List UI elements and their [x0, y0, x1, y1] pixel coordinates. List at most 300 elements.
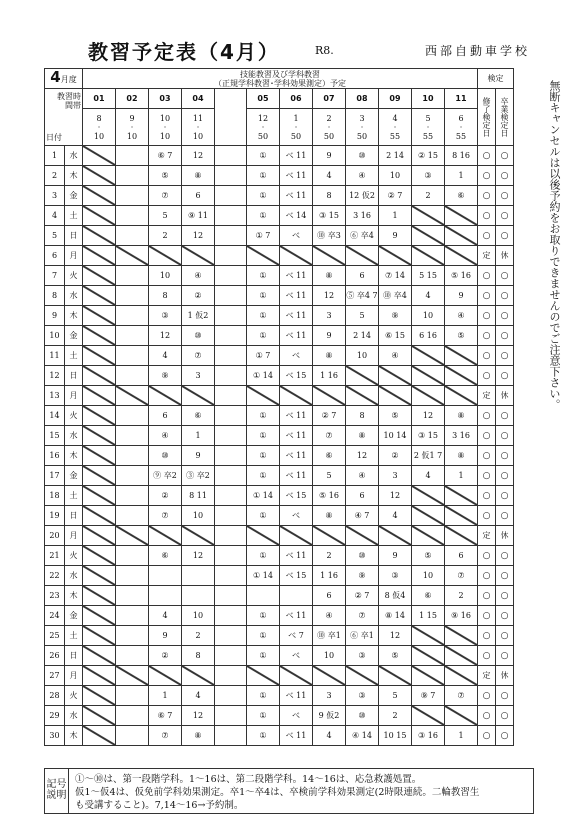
- class-cell: [280, 446, 313, 466]
- cell-value: ○: [500, 730, 509, 741]
- weekday: 月: [65, 246, 83, 266]
- cell-value: ⑧: [325, 271, 333, 280]
- no-class-cell: [379, 366, 412, 386]
- class-cell: [280, 326, 313, 346]
- cell-value: ○: [500, 590, 509, 601]
- slash-mark: [83, 666, 115, 685]
- cell-value: ⑦: [457, 571, 465, 580]
- class-cell: [182, 306, 215, 326]
- cell-value: ①: [259, 451, 267, 460]
- class-cell: [149, 186, 182, 206]
- cell-value: 4: [392, 511, 398, 520]
- slash-mark: [280, 666, 312, 685]
- cell-value: ○: [500, 650, 509, 661]
- class-cell: [280, 226, 313, 246]
- table-row: [45, 246, 514, 266]
- kentei-cell: [478, 546, 496, 566]
- table-row: [45, 346, 514, 366]
- lunch-gap-cell: [215, 526, 247, 546]
- class-cell: [379, 726, 412, 746]
- kentei-cell: [496, 266, 514, 286]
- period-time-start: 4: [392, 113, 398, 123]
- no-class-cell: [412, 486, 445, 506]
- no-class-cell: [412, 626, 445, 646]
- weekday: 土: [65, 486, 83, 506]
- no-class-cell: [412, 226, 445, 246]
- cell-value: ○: [500, 550, 509, 561]
- no-class-cell: [149, 246, 182, 266]
- class-cell: [149, 506, 182, 526]
- weekday: 水: [65, 706, 83, 726]
- kentei-cell: [478, 366, 496, 386]
- class-cell: [247, 466, 280, 486]
- cell-value: ○: [482, 410, 491, 421]
- class-cell: [247, 486, 280, 506]
- class-cell: [346, 546, 379, 566]
- class-cell: [116, 686, 149, 706]
- description-header: [83, 69, 478, 89]
- slash-mark: [445, 526, 477, 545]
- class-cell: [412, 286, 445, 306]
- no-class-cell: [445, 486, 478, 506]
- class-cell: [149, 286, 182, 306]
- class-cell: [116, 266, 149, 286]
- weekday: 日: [65, 226, 83, 246]
- no-class-cell: [247, 246, 280, 266]
- class-cell: [379, 466, 412, 486]
- day-number: 10: [45, 326, 65, 346]
- cell-value: 9: [458, 291, 464, 300]
- slash-mark: [83, 466, 115, 485]
- no-class-cell: [280, 666, 313, 686]
- class-cell: [247, 226, 280, 246]
- table-row: [45, 506, 514, 526]
- cell-value: 3: [195, 371, 201, 380]
- cell-value: べ 11: [285, 731, 307, 740]
- sotsugyo-header: [496, 89, 514, 146]
- class-cell: [346, 646, 379, 666]
- no-class-cell: [445, 706, 478, 726]
- table-row: [45, 406, 514, 426]
- cell-value: ① 14: [253, 491, 273, 500]
- class-cell: [182, 466, 215, 486]
- side-note: 無断キャンセルは以後予約をお取りできませんのでご注意下さい。: [548, 80, 561, 410]
- cell-value: 10 15: [383, 731, 407, 740]
- cell-value: 4: [162, 351, 168, 360]
- cell-value: ⑩: [358, 551, 366, 560]
- class-cell: [182, 206, 215, 226]
- slash-mark: [83, 266, 115, 285]
- class-cell: [116, 306, 149, 326]
- period-time: [412, 109, 445, 146]
- kentei-cell: [496, 666, 514, 686]
- weekday: 日: [65, 646, 83, 666]
- cell-value: ① 7: [255, 231, 271, 240]
- no-class-cell: [83, 606, 116, 626]
- cell-value: 10: [356, 351, 368, 360]
- no-class-cell: [379, 246, 412, 266]
- class-cell: [116, 226, 149, 246]
- cell-value: 3: [326, 691, 332, 700]
- cell-value: 5: [326, 471, 332, 480]
- cell-value: 8: [359, 411, 365, 420]
- period-number: 06: [280, 89, 313, 109]
- class-cell: [379, 586, 412, 606]
- kentei-cell: [478, 186, 496, 206]
- cell-value: 5 15: [419, 271, 437, 280]
- cell-value: 2: [425, 191, 431, 200]
- period-time-dot: ·: [294, 122, 298, 132]
- weekday: 月: [65, 666, 83, 686]
- class-cell: [280, 726, 313, 746]
- class-cell: [247, 146, 280, 166]
- slash-mark: [445, 486, 477, 505]
- cell-value: 2 14: [386, 151, 404, 160]
- class-cell: [313, 286, 346, 306]
- cell-value: ⑦: [325, 431, 333, 440]
- class-cell: [379, 306, 412, 326]
- slash-mark: [247, 526, 279, 545]
- slash-mark: [83, 346, 115, 365]
- cell-value: ⑤: [391, 411, 399, 420]
- class-cell: [412, 566, 445, 586]
- lunch-gap-cell: [215, 146, 247, 166]
- weekday: 木: [65, 586, 83, 606]
- class-cell: [116, 326, 149, 346]
- weekday: 木: [65, 306, 83, 326]
- class-cell: [116, 466, 149, 486]
- class-cell: [280, 586, 313, 606]
- no-class-cell: [83, 486, 116, 506]
- cell-value: ○: [500, 370, 509, 381]
- class-cell: [445, 186, 478, 206]
- class-cell: [445, 726, 478, 746]
- class-cell: [182, 266, 215, 286]
- no-class-cell: [247, 386, 280, 406]
- cell-value: 1 15: [419, 611, 437, 620]
- slash-mark: [149, 526, 181, 545]
- class-cell: [280, 266, 313, 286]
- table-row: [45, 306, 514, 326]
- class-cell: [313, 686, 346, 706]
- cell-value: 10 14: [383, 431, 407, 440]
- kentei-cell: [496, 306, 514, 326]
- cell-value: べ 11: [285, 311, 307, 320]
- cell-value: ⑨ 卒2: [153, 471, 177, 480]
- table-row: [45, 266, 514, 286]
- cell-value: ⑤ 16: [319, 491, 339, 500]
- cell-value: ①: [259, 271, 267, 280]
- cell-value: ○: [482, 510, 491, 521]
- cell-value: 12 仮2: [349, 191, 375, 200]
- cell-value: 2: [195, 631, 201, 640]
- slash-mark: [83, 646, 115, 665]
- cell-value: ①: [259, 211, 267, 220]
- no-class-cell: [412, 246, 445, 266]
- class-cell: [116, 566, 149, 586]
- kentei-cell: [496, 546, 514, 566]
- period-time-end: 10: [93, 131, 105, 141]
- weekday: 火: [65, 546, 83, 566]
- period-number: 09: [379, 89, 412, 109]
- class-cell: [313, 186, 346, 206]
- cell-value: 2: [326, 551, 332, 560]
- cell-value: ④: [358, 171, 366, 180]
- class-cell: [247, 186, 280, 206]
- period-time: [116, 109, 149, 146]
- day-number: 11: [45, 346, 65, 366]
- class-cell: [445, 146, 478, 166]
- class-cell: [346, 466, 379, 486]
- cell-value: ③: [161, 311, 169, 320]
- class-cell: [346, 326, 379, 346]
- cell-value: 8: [195, 651, 201, 660]
- cell-value: 4: [425, 471, 431, 480]
- kentei-cell: [496, 646, 514, 666]
- no-class-cell: [379, 386, 412, 406]
- class-cell: [182, 566, 215, 586]
- slash-mark: [412, 246, 444, 265]
- kentei-cell: [478, 286, 496, 306]
- no-class-cell: [83, 446, 116, 466]
- slash-mark: [182, 386, 214, 405]
- kentei-cell: [478, 326, 496, 346]
- class-cell: [182, 546, 215, 566]
- cell-value: ⑥ 卒4: [350, 231, 374, 240]
- kentei-cell: [496, 526, 514, 546]
- kentei-cell: [496, 466, 514, 486]
- kentei-cell: [478, 146, 496, 166]
- lunch-gap-cell: [215, 406, 247, 426]
- kentei-cell: [478, 626, 496, 646]
- class-cell: [313, 406, 346, 426]
- kentei-cell: [496, 566, 514, 586]
- day-number: 22: [45, 566, 65, 586]
- cell-value: 8 仮4: [384, 591, 406, 600]
- period-number: 02: [116, 89, 149, 109]
- cell-value: 1: [195, 431, 201, 440]
- kentei-cell: [496, 286, 514, 306]
- slash-mark: [412, 706, 444, 725]
- class-cell: [182, 426, 215, 446]
- period-number: 04: [182, 89, 215, 109]
- cell-value: ○: [500, 430, 509, 441]
- cell-value: べ: [292, 351, 300, 360]
- class-cell: [149, 406, 182, 426]
- slash-mark: [445, 706, 477, 725]
- cell-value: ⑤: [457, 331, 465, 340]
- slash-mark: [280, 246, 312, 265]
- class-cell: [182, 486, 215, 506]
- class-cell: [280, 546, 313, 566]
- cell-value: ○: [482, 650, 491, 661]
- table-row: [45, 326, 514, 346]
- cell-value: ○: [500, 690, 509, 701]
- cell-value: べ 11: [285, 691, 307, 700]
- class-cell: [182, 146, 215, 166]
- slash-mark: [445, 506, 477, 525]
- class-cell: [346, 166, 379, 186]
- lunch-gap-cell: [215, 486, 247, 506]
- legend-label: 記号説明: [45, 769, 69, 813]
- kentei-cell: [478, 426, 496, 446]
- lunch-gap-cell: [215, 726, 247, 746]
- period-number: 10: [412, 89, 445, 109]
- slash-mark: [83, 566, 115, 585]
- class-cell: [182, 726, 215, 746]
- cell-value: 9: [392, 551, 398, 560]
- class-cell: [412, 546, 445, 566]
- kentei-cell: [478, 466, 496, 486]
- no-class-cell: [412, 646, 445, 666]
- class-cell: [313, 306, 346, 326]
- class-cell: [182, 646, 215, 666]
- kentei-cell: [496, 206, 514, 226]
- cell-value: ⑩: [161, 451, 169, 460]
- day-number: 26: [45, 646, 65, 666]
- cell-value: ⑤: [391, 651, 399, 660]
- cell-value: ② 7: [387, 191, 403, 200]
- no-class-cell: [280, 526, 313, 546]
- no-class-cell: [379, 666, 412, 686]
- day-number: 5: [45, 226, 65, 246]
- cell-value: ③ 15: [319, 211, 339, 220]
- slash-mark: [83, 606, 115, 625]
- no-class-cell: [149, 386, 182, 406]
- cell-value: ①: [259, 171, 267, 180]
- cell-value: ○: [482, 590, 491, 601]
- cell-value: ①: [259, 611, 267, 620]
- day-number: 8: [45, 286, 65, 306]
- cell-value: ①: [259, 551, 267, 560]
- cell-value: ①: [259, 511, 267, 520]
- cell-value: 9: [195, 451, 201, 460]
- lunch-gap-cell: [215, 206, 247, 226]
- no-class-cell: [280, 246, 313, 266]
- weekday: 金: [65, 606, 83, 626]
- slash-mark: [412, 626, 444, 645]
- class-cell: [379, 626, 412, 646]
- cell-value: ⑧ 14: [385, 611, 405, 620]
- day-number: 17: [45, 466, 65, 486]
- slash-mark: [116, 666, 148, 685]
- slash-mark: [83, 626, 115, 645]
- cell-value: 12: [159, 331, 171, 340]
- slash-mark: [247, 666, 279, 685]
- cell-value: ②: [194, 291, 202, 300]
- no-class-cell: [346, 526, 379, 546]
- weekday: 火: [65, 266, 83, 286]
- class-cell: [313, 266, 346, 286]
- class-cell: [247, 406, 280, 426]
- period-number: 01: [83, 89, 116, 109]
- no-class-cell: [83, 206, 116, 226]
- period-time-start: 1: [293, 113, 299, 123]
- slash-mark: [116, 386, 148, 405]
- day-number: 14: [45, 406, 65, 426]
- kentei-cell: [478, 666, 496, 686]
- period-time-dot: ·: [426, 122, 430, 132]
- slash-mark: [83, 306, 115, 325]
- cell-value: ①: [259, 311, 267, 320]
- kentei-cell: [496, 506, 514, 526]
- weekday: 木: [65, 446, 83, 466]
- kentei-cell: [496, 726, 514, 746]
- class-cell: [379, 646, 412, 666]
- no-class-cell: [116, 526, 149, 546]
- no-class-cell: [412, 366, 445, 386]
- class-cell: [313, 146, 346, 166]
- cell-value: べ 11: [285, 191, 307, 200]
- class-cell: [412, 726, 445, 746]
- class-cell: [346, 426, 379, 446]
- kentei-cell: [478, 706, 496, 726]
- legend-text: [75, 773, 479, 812]
- class-cell: [116, 166, 149, 186]
- cell-value: ②: [391, 451, 399, 460]
- cell-value: ⑤ 卒4 7: [346, 291, 378, 300]
- class-cell: [247, 266, 280, 286]
- slash-mark: [83, 526, 115, 545]
- description-line-1: 技能教習及び学科教習: [240, 69, 320, 79]
- slash-mark: [412, 366, 444, 385]
- cell-value: ○: [482, 190, 491, 201]
- no-class-cell: [445, 246, 478, 266]
- cell-value: ①: [259, 331, 267, 340]
- cell-value: 12: [192, 231, 204, 240]
- class-cell: [280, 366, 313, 386]
- lunch-gap-cell: [215, 586, 247, 606]
- cell-value: ○: [482, 490, 491, 501]
- period-time: [379, 109, 412, 146]
- table-row: [45, 286, 514, 306]
- cell-value: ①: [259, 431, 267, 440]
- kentei-cell: [478, 606, 496, 626]
- class-cell: [149, 486, 182, 506]
- kentei-cell: [478, 266, 496, 286]
- cell-value: ○: [482, 610, 491, 621]
- period-time-dot: ·: [360, 122, 364, 132]
- cell-value: ①: [259, 711, 267, 720]
- class-cell: [346, 286, 379, 306]
- no-class-cell: [313, 526, 346, 546]
- cell-value: ⑩ 卒4: [383, 291, 407, 300]
- period-time-end: 55: [389, 131, 401, 141]
- corner-cell: [45, 89, 83, 146]
- weekday: 土: [65, 206, 83, 226]
- cell-value: ⑤ 16: [451, 271, 471, 280]
- cell-value: ○: [500, 230, 509, 241]
- slash-mark: [313, 666, 345, 685]
- slash-mark: [379, 386, 411, 405]
- cell-value: 4: [195, 691, 201, 700]
- kentei-header: 検定: [478, 69, 514, 89]
- table-row: [45, 186, 514, 206]
- kentei-cell: [496, 606, 514, 626]
- cell-value: べ 15: [285, 371, 307, 380]
- cell-value: べ 11: [285, 411, 307, 420]
- cell-value: 休: [500, 251, 509, 260]
- class-cell: [280, 406, 313, 426]
- class-cell: [412, 586, 445, 606]
- cell-value: 10: [159, 271, 171, 280]
- slash-mark: [412, 646, 444, 665]
- cell-value: ○: [500, 610, 509, 621]
- class-cell: [247, 706, 280, 726]
- period-number: 08: [346, 89, 379, 109]
- table-row: [45, 486, 514, 506]
- kentei-cell: [478, 686, 496, 706]
